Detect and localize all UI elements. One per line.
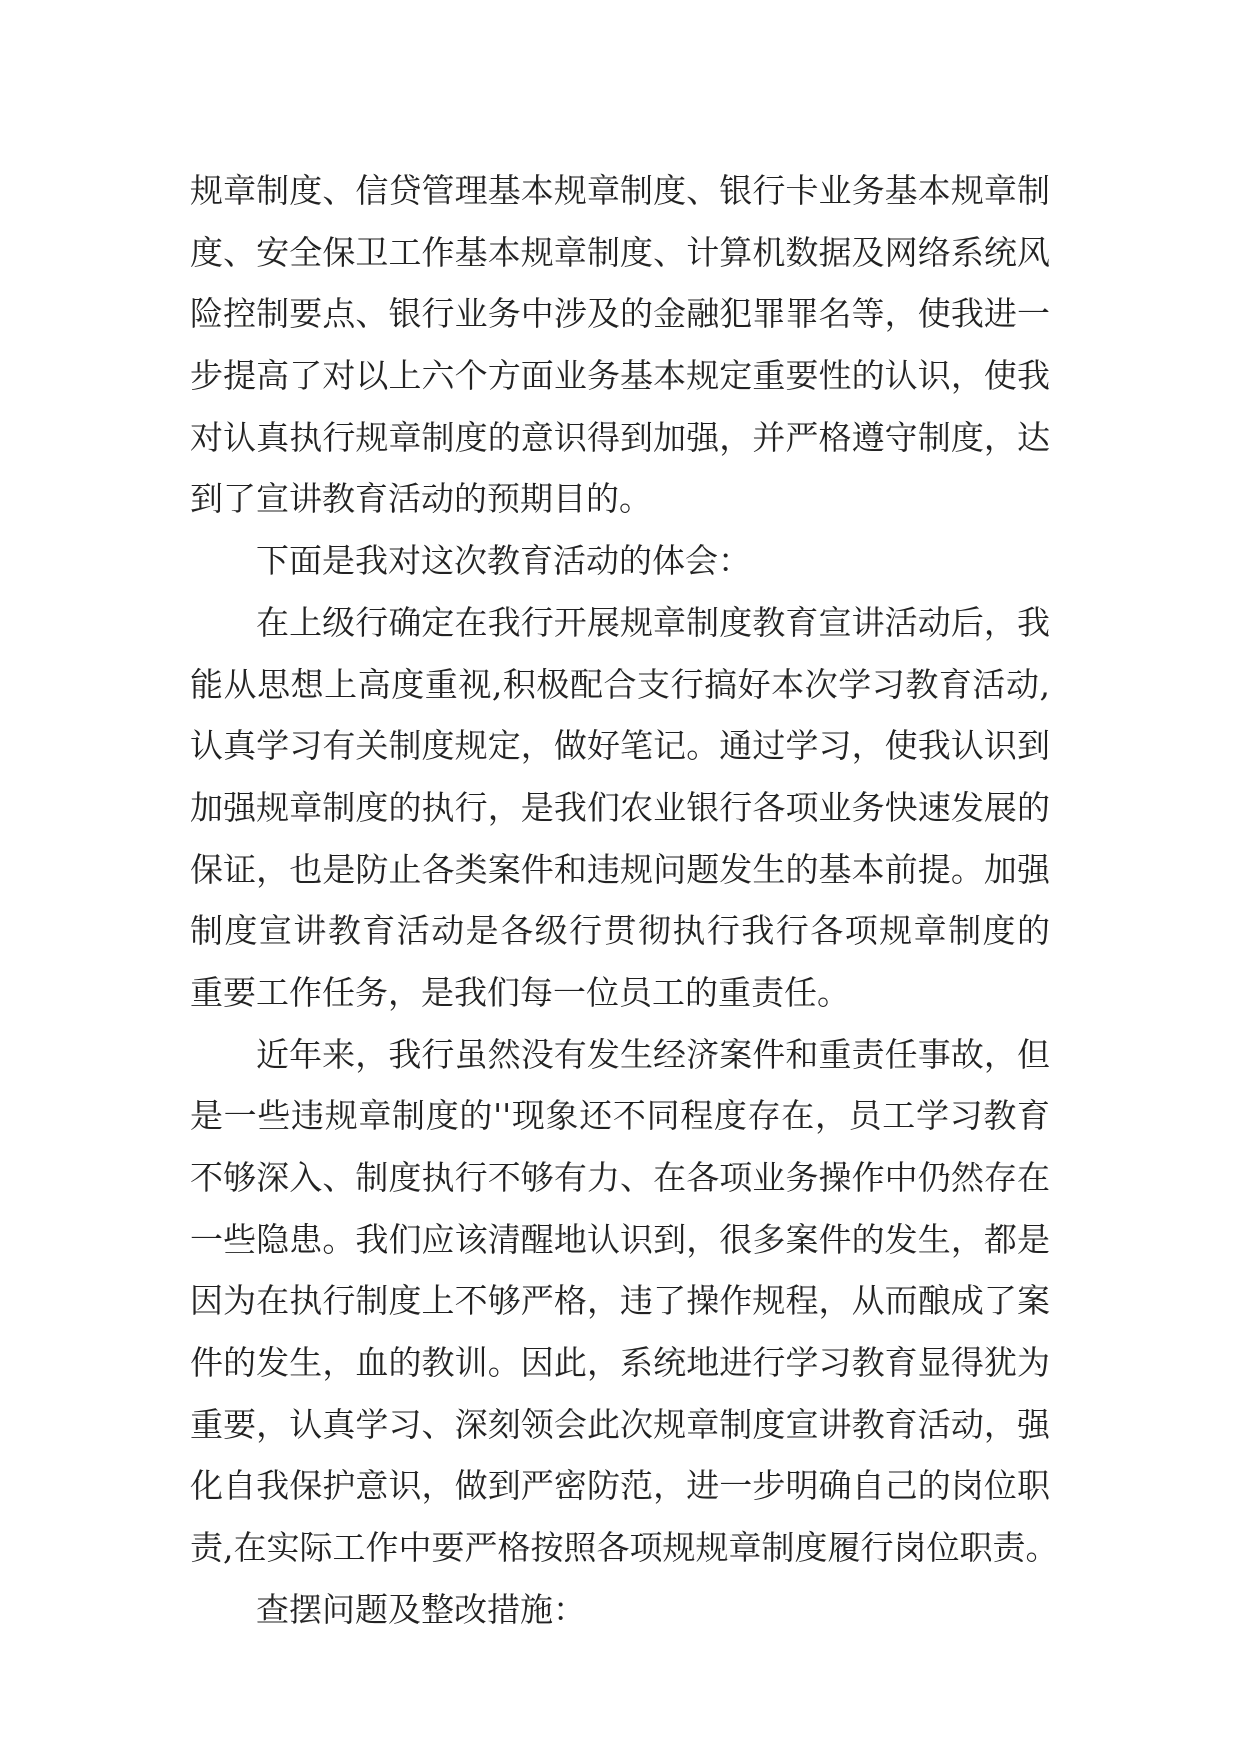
- text-line: 化自我保护意识，做到严密防范，进一步明确自己的岗位职: [190, 1466, 1050, 1506]
- text-line: 保证，也是防止各类案件和违规问题发生的基本前提。加强: [190, 849, 1050, 889]
- text-line: 规章制度、信贷管理基本规章制度、银行卡业务基本规章制: [190, 171, 1050, 210]
- text-line: 度、安全保卫工作基本规章制度、计算机数据及网络系统风: [190, 232, 1050, 272]
- text-line: 件的发生，血的教训。因此，系统地进行学习教育显得犹为: [190, 1343, 1050, 1383]
- text-line: 责,在实际工作中要严格按照各项规规章制度履行岗位职责。: [190, 1528, 1059, 1568]
- paragraph-heading: 下面是我对这次教育活动的体会：: [256, 541, 751, 581]
- text-line: 一些隐患。我们应该清醒地认识到，很多案件的发生，都是: [190, 1219, 1050, 1259]
- text-line: 能从思想上高度重视,积极配合支行搞好本次学习教育活动,: [190, 664, 1050, 704]
- text-line: 到了宣讲教育活动的预期目的。: [190, 479, 652, 519]
- text-line: 重要工作任务，是我们每一位员工的重责任。: [190, 972, 850, 1012]
- text-line: 是一些违规章制度的''现象还不同程度存在，员工学习教育: [190, 1096, 1050, 1136]
- text-line: 不够深入、制度执行不够有力、在各项业务操作中仍然存在: [190, 1158, 1050, 1197]
- text-line: 在上级行确定在我行开展规章制度教育宣讲活动后，我: [256, 602, 1050, 642]
- text-line: 加强规章制度的执行，是我们农业银行各项业务快速发展的: [190, 787, 1050, 827]
- text-line: 步提高了对以上六个方面业务基本规定重要性的认识，使我: [190, 356, 1050, 396]
- text-line: 险控制要点、银行业务中涉及的金融犯罪罪名等，使我进一: [190, 294, 1050, 334]
- text-line: 因为在执行制度上不够严格，违了操作规程，从而酿成了案: [190, 1281, 1050, 1321]
- text-line: 近年来，我行虽然没有发生经济案件和重责任事故，但: [256, 1034, 1050, 1074]
- text-line: 制度宣讲教育活动是各级行贯彻执行我行各项规章制度的: [190, 911, 1050, 951]
- document-body: [190, 160, 1059, 1641]
- text-line: 认真学习有关制度规定，做好笔记。通过学习，使我认识到: [190, 726, 1050, 766]
- paragraph-heading: 查摆问题及整改措施：: [256, 1589, 586, 1629]
- text-line: 重要，认真学习、深刻领会此次规章制度宣讲教育活动，强: [190, 1404, 1050, 1444]
- text-line: 对认真执行规章制度的意识得到加强，并严格遵守制度，达: [190, 417, 1050, 457]
